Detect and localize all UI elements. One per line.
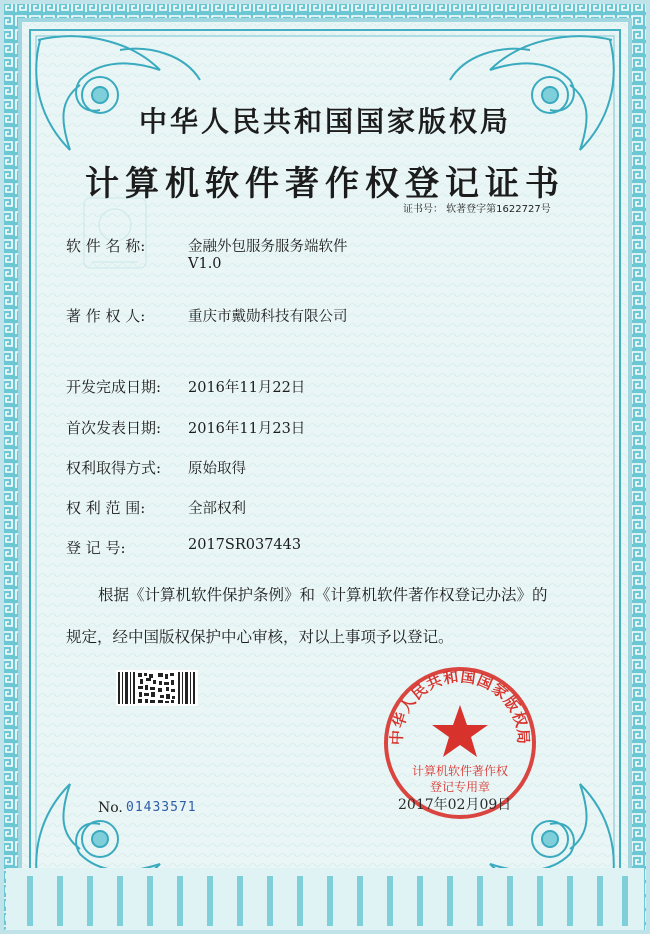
rights-scope-label: 权 利 范 围: <box>66 499 146 517</box>
seal-inner-line-2: 登记专用章 <box>429 780 491 794</box>
development-date-label: 开发完成日期: <box>66 378 162 396</box>
serial-number: 01433571 <box>126 800 197 815</box>
seal-inner-line-1: 计算机软件著作权 <box>411 764 509 778</box>
acquisition-method-value: 原始取得 <box>188 461 246 477</box>
registration-number-value: 2017SR037443 <box>188 537 302 553</box>
acquisition-method-label: 权利取得方式: <box>66 459 162 477</box>
publish-date-value: 2016年11月23日 <box>188 421 306 437</box>
software-version-value: V1.0 <box>188 256 222 272</box>
publish-date-label: 首次发表日期: <box>66 419 162 437</box>
issuing-authority: 中华人民共和国国家版权局 <box>138 105 511 138</box>
software-name-label: 软 件 名 称: <box>66 237 146 255</box>
certificate-title: 计算机软件著作权登记证书 <box>85 164 565 204</box>
serial-label: No. <box>98 800 123 816</box>
owner-value: 重庆市戴勋科技有限公司 <box>188 309 348 325</box>
development-date-value: 2016年11月22日 <box>188 380 306 396</box>
issue-date: 2017年02月09日 <box>398 797 512 813</box>
certificate-number: 证书号： 软著登字第1622727号 <box>403 204 551 215</box>
statement-line-2: 规定，经中国版权保护中心审核，对以上事项予以登记。 <box>66 628 454 646</box>
registration-number-label: 登 记 号: <box>66 539 126 557</box>
rights-scope-value: 全部权利 <box>188 501 246 517</box>
barcode <box>116 670 198 706</box>
owner-label: 著 作 权 人: <box>66 307 146 325</box>
statement-line-1: 根据《计算机软件保护条例》和《计算机软件著作权登记办法》的 <box>98 586 548 604</box>
seal-star-icon <box>432 705 488 757</box>
seal-outer-text: 中华人民共和国国家版权局 <box>387 667 533 746</box>
software-name-value: 金融外包服务服务端软件 <box>188 239 348 255</box>
